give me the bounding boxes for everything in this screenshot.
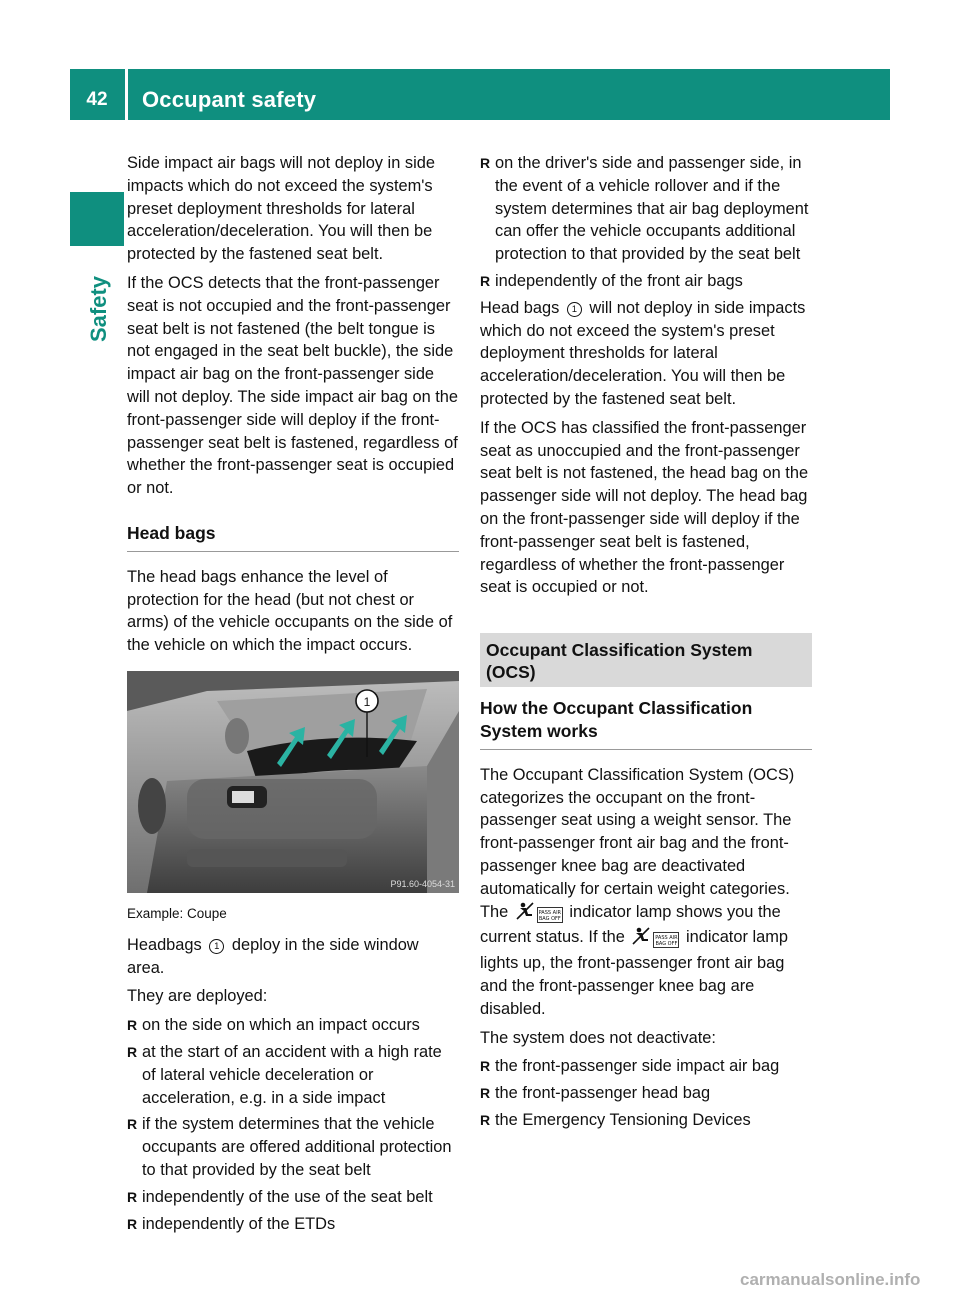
paragraph: The system does not deactivate: <box>480 1028 716 1047</box>
head-bags-heading: Head bags <box>127 522 459 552</box>
list-item: R the front-passenger head bag <box>480 1082 812 1105</box>
side-tab-marker <box>70 192 124 246</box>
list-item: R independently of the ETDs <box>127 1213 459 1236</box>
list-item: R the front-passenger side impact air bag <box>480 1055 812 1078</box>
paragraph: Side impact air bags will not deploy in side impacts which do not exceed the system's preset deployment thresholds for lateral acceleration/deceleration. You will then be protected by the fastened seat belt. <box>127 154 435 264</box>
text-run: deploy in the side window area. <box>127 935 419 977</box>
list-item: R if the system determines that the vehicle occupants are offered additional protection to that provided by the seat belt <box>127 1113 459 1181</box>
seat-occupant-icon <box>515 902 535 927</box>
figure-code: P91.60-4054-31 <box>390 878 455 889</box>
paragraph: If the OCS has classified the front-passenger seat as unoccupied and the front-passenger seat belt is not fastened, the head bag on the passenger side will not deploy. The head bag on the front-passenger side will deploy if the front-passenger seat belt is fastened, regardless of whether the front-passenger seat is occupied or not. <box>480 418 809 597</box>
list-item: R independently of the front air bags <box>480 270 812 293</box>
text-run: Head bags <box>480 298 560 317</box>
paragraph: They are deployed: <box>127 987 268 1006</box>
left-column <box>127 152 459 1239</box>
header-divider <box>125 69 128 120</box>
text-run: will not deploy in side impacts which do not exceed the system's preset deployment thresholds for lateral acceleration/deceleration. You will then be protected by the fastened seat belt. <box>480 298 806 408</box>
figure-callout: 1 <box>363 694 371 709</box>
list-item: R independently of the use of the seat belt <box>127 1186 459 1209</box>
right-column <box>480 152 812 1136</box>
callout-icon: 1 <box>209 939 224 954</box>
how-it-works-heading: How the Occupant Classification System works <box>480 697 812 750</box>
head-bag-illustration <box>127 671 459 893</box>
paragraph: The head bags enhance the level of protection for the head (but not chest or arms) of the vehicle occupants on the side of the vehicle on which the impact occurs. <box>127 567 453 655</box>
page-number: 42 <box>86 89 108 110</box>
section-title: Occupant safety <box>142 87 317 112</box>
list-item: R the Emergency Tensioning Devices <box>480 1109 812 1132</box>
car-interior-illustration <box>127 671 459 893</box>
side-tab-label: Safety <box>86 275 111 342</box>
pass-air-bag-off-icon: PASS AIR BAG OFF <box>537 907 563 923</box>
seat-occupant-icon <box>631 927 651 952</box>
callout-icon: 1 <box>567 302 582 317</box>
paragraph <box>127 934 459 980</box>
list-item: R on the driver's side and passenger side, in the event of a vehicle rollover and if the system determines that air bag deployment can offer the vehicle occupants additional protection to that provided by the seat belt <box>480 152 812 266</box>
paragraph <box>480 297 812 411</box>
pass-air-bag-off-icon: PASS AIR BAG OFF <box>653 932 679 948</box>
text-run: The Occupant Classification System (OCS) categorizes the occupant on the front-passenger seat using a weight sensor. The front-passenger front air bag and the front-passenger knee bag are deactivated automatically for certain weight categories. The <box>480 765 795 921</box>
text-run: Headbags <box>127 935 202 954</box>
list-item: R at the start of an accident with a high rate of lateral vehicle deceleration or acceleration, e.g. in a side impact <box>127 1041 459 1109</box>
text-run: indicator lamp shows you the current status. If the <box>480 902 781 947</box>
paragraph: If the OCS detects that the front-passenger seat is not occupied and the front-passenger seat belt is not fastened (the belt tongue is not engaged in the seat belt buckle), the side impact air bag on the front-passenger side will not deploy. The side impact air bag on the front-passenger side will deploy if the front-passenger seat belt is fastened, regardless of whether the front-passenger seat is occupied or not. <box>127 273 459 498</box>
text-run: indicator lamp lights up, the front-passenger front air bag and the front-passenger knee bag are disabled. <box>480 928 789 1018</box>
list-item: R on the side on which an impact occurs <box>127 1014 459 1037</box>
watermark: carmanualsonline.info <box>740 1270 921 1289</box>
figure-caption: Example: Coupe <box>127 905 227 921</box>
ocs-heading: Occupant Classification System (OCS) <box>480 633 812 687</box>
paragraph <box>480 764 812 1021</box>
